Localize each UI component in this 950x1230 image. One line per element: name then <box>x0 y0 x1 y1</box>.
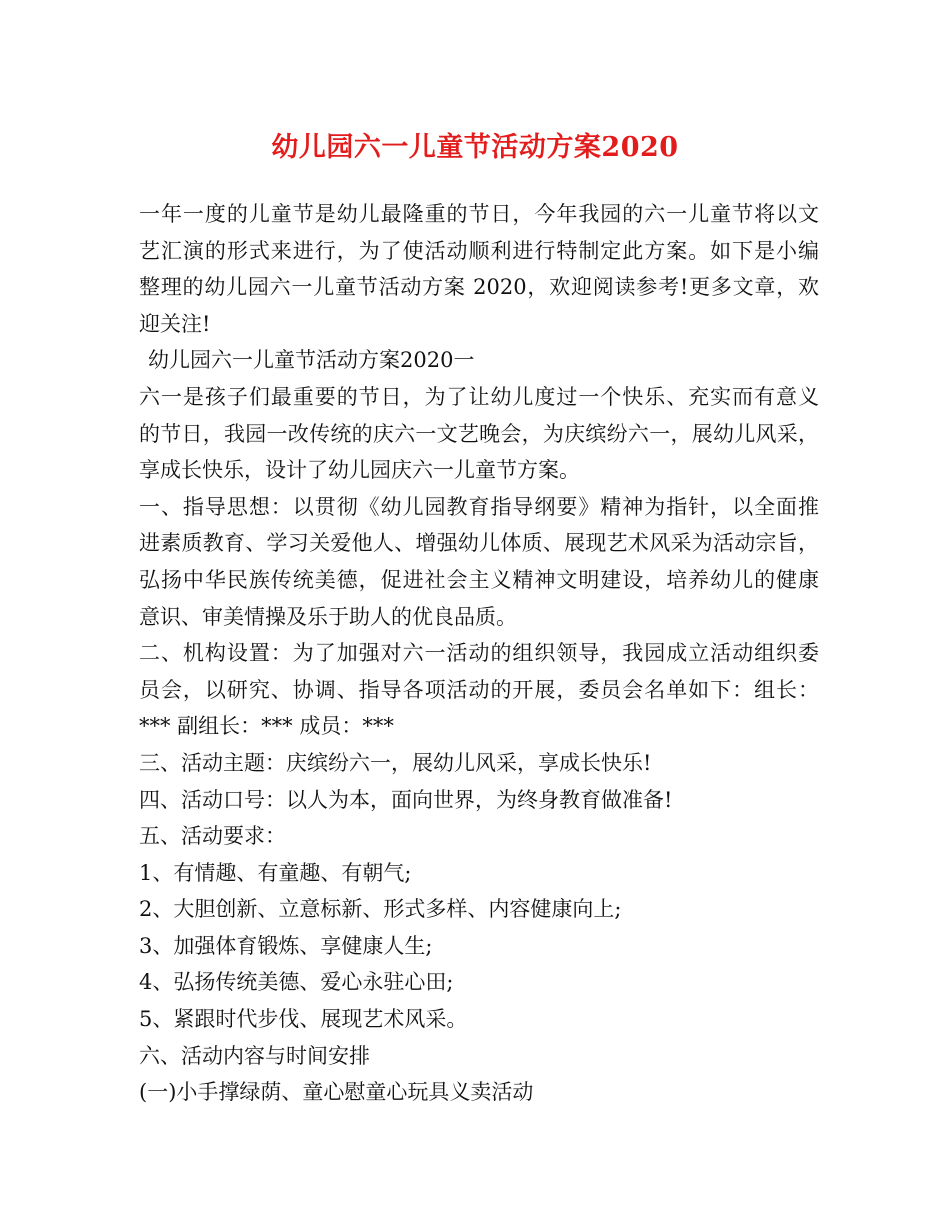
paragraph-line: 五、活动要求： <box>139 824 286 849</box>
paragraph-line: 四、活动口号：以人为本，面向世界，为终身教育做准备! <box>139 787 673 812</box>
document-body <box>139 196 819 1111</box>
paragraph-line: 弘扬中华民族传统美德，促进社会主义精神文明建设，培养幼儿的健康 <box>139 567 819 592</box>
paragraph-line: 迎关注! <box>139 311 211 336</box>
paragraph-line: 享成长快乐，设计了幼儿园庆六一儿童节方案。 <box>139 458 580 483</box>
paragraph-line: 意识、审美情操及乐于助人的优良品质。 <box>139 604 517 629</box>
paragraph-line: 整理的幼儿园六一儿童节活动方案 2020，欢迎阅读参考!更多文章，欢 <box>139 275 819 300</box>
paragraph-line: 艺汇演的形式来进行，为了使活动顺利进行特制定此方案。如下是小编 <box>139 238 819 263</box>
paragraph-line: 六、活动内容与时间安排 <box>139 1043 370 1068</box>
paragraph-line: 一年一度的儿童节是幼儿最隆重的节日，今年我园的六一儿童节将以文 <box>139 202 819 226</box>
section-heading: 幼儿园六一儿童节活动方案2020一 <box>148 348 475 373</box>
paragraph-line: 六一是孩子们最重要的节日，为了让幼儿度过一个快乐、充实而有意义 <box>139 384 819 409</box>
paragraph-line: 进素质教育、学习关爱他人、增强幼儿体质、展现艺术风采为活动宗旨， <box>139 531 819 556</box>
paragraph-line: *** 副组长：*** 成员：*** <box>139 714 394 739</box>
paragraph-line: (一)小手撑绿荫、童心慰童心玩具义卖活动 <box>139 1080 534 1105</box>
list-item: 1、有情趣、有童趣、有朝气; <box>139 860 412 885</box>
list-item: 5、紧跟时代步伐、展现艺术风采。 <box>139 1007 468 1032</box>
paragraph-line: 二、机构设置：为了加强对六一活动的组织领导，我园成立活动组织委 <box>139 641 819 666</box>
document-title: 幼儿园六一儿童节活动方案2020 <box>271 132 679 163</box>
paragraph-line: 一、指导思想：以贯彻《幼儿园教育指导纲要》精神为指针，以全面推 <box>139 494 819 519</box>
list-item: 4、弘扬传统美德、爱心永驻心田; <box>139 970 454 995</box>
list-item: 2、大胆创新、立意标新、形式多样、内容健康向上; <box>139 897 622 922</box>
paragraph-line: 员会，以研究、协调、指导各项活动的开展，委员会名单如下：组长： <box>139 677 819 702</box>
list-item: 3、加强体育锻炼、享健康人生; <box>139 933 433 958</box>
paragraph-line: 三、活动主题：庆缤纷六一，展幼儿风采，享成长快乐! <box>139 750 652 775</box>
paragraph-line: 的节日，我园一改传统的庆六一文艺晚会，为庆缤纷六一，展幼儿风采， <box>139 421 819 446</box>
